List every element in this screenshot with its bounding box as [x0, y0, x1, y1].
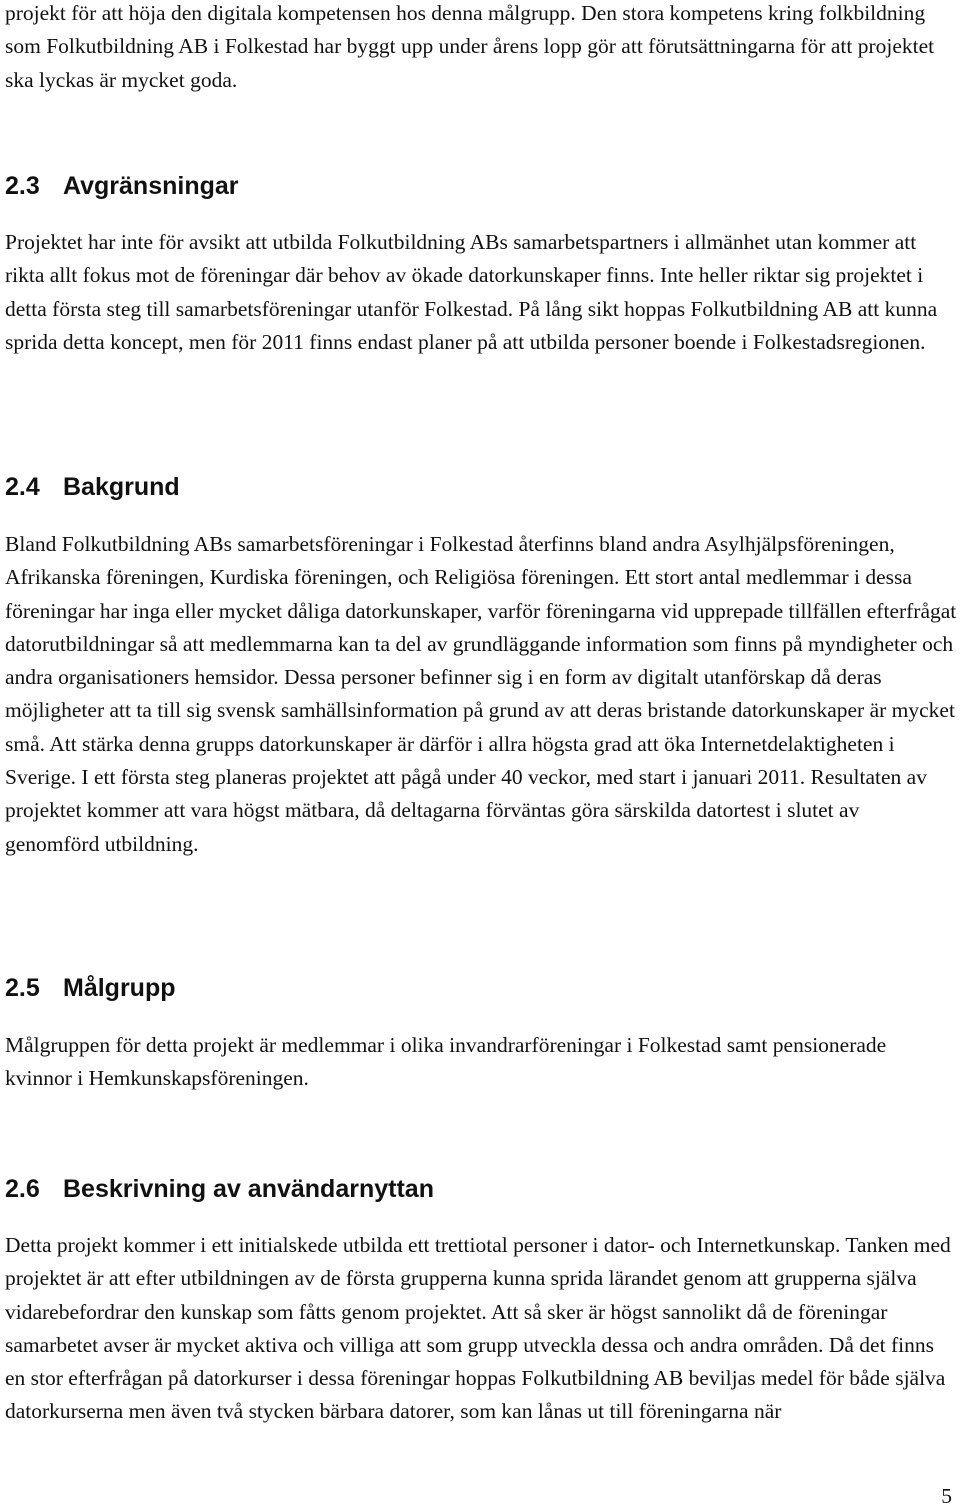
section-body-malgrupp: Målgruppen för detta projekt är medlemmar i olika invandrarföreningar i Folkestad samt pensionerade kvinnor i Hemkunskapsföreningen. — [5, 1033, 887, 1091]
section-number: 2.6 — [5, 1175, 40, 1203]
section-number: 2.4 — [5, 473, 40, 501]
section-heading-bakgrund — [5, 472, 180, 502]
section-title: Beskrivning av användarnyttan — [63, 1175, 434, 1203]
section-title: Målgrupp — [63, 974, 176, 1002]
section-body-avgransningar: Projektet har inte för avsikt att utbilda Folkutbildning ABs samarbetspartners i allmänhet utan kommer att rikta allt fokus mot de föreningar där behov av ökade datorkunskaper finns. Inte heller riktar sig projektet i detta första steg till samarbetsföreningar utanför Folkestad. På lång sikt hoppas Folkutbildning AB att kunna sprida detta koncept, men för 2011 finns endast planer på att utbilda personer boende i Folkestadsregionen. — [5, 230, 938, 354]
section-body-bakgrund: Bland Folkutbildning ABs samarbetsföreningar i Folkestad återfinns bland andra Asylhjälpsföreningen, Afrikanska föreningen, Kurdiska föreningen, och Religiösa föreningen. Ett stort antal medlemmar i dessa föreningar har inga eller mycket dåliga datorkunskaper, varför föreningarna vid upprepade tillfällen efterfrågat datorutbildningar så att medlemmarna kan ta del av grundläggande information som finns på myndigheter och andra organisationers hemsidor. Dessa personer befinner sig i en form av digitalt utanförskap då deras möjligheter att ta till sig svensk samhällsinformation på grund av att deras bristande datorkunskaper är mycket små. Att stärka denna grupps datorkunskaper är därför i allra högsta grad att öka Internetdelaktigheten i Sverige. I ett första steg planeras projektet att pågå under 40 veckor, med start i januari 2011. Resultaten av projektet kommer att vara högst mätbara, då deltagarna förväntas göra särskilda datortest i slutet av genomförd utbildning. — [5, 532, 957, 856]
section-number: 2.5 — [5, 974, 40, 1002]
section-title: Bakgrund — [63, 473, 180, 501]
section-body-anvandarnyttan: Detta projekt kommer i ett initialskede utbilda ett trettiotal personer i dator- och Internetkunskap. Tanken med projektet är att efter utbildningen av de första grupperna kunna sprida lärandet genom att grupperna själva vidarebefordrar den kunskap som fåtts genom projektet. Att så sker är högst sannolikt då de föreningar samarbetet avser är mycket aktiva och villiga att som grupp utveckla dessa och andra områden. Då det finns en stor efterfrågan på datorkurser i dessa föreningar hoppas Folkutbildning AB beviljas medel för både själva datorkurserna men även två stycken bärbara datorer, som kan lånas ut till föreningarna när — [5, 1233, 951, 1424]
section-heading-avgransningar — [5, 171, 239, 201]
intro-paragraph: projekt för att höja den digitala kompetensen hos denna målgrupp. Den stora kompetens kring folkbildning som Folkutbildning AB i Folkestad har byggt upp under årens lopp gör att förutsättningarna för att projektet ska lyckas är mycket goda. — [5, 1, 935, 92]
section-title: Avgränsningar — [63, 172, 239, 200]
page-number: 5 — [941, 1484, 952, 1508]
section-heading-anvandarnyttan — [5, 1174, 434, 1204]
section-number: 2.3 — [5, 172, 40, 200]
section-heading-malgrupp — [5, 973, 176, 1003]
